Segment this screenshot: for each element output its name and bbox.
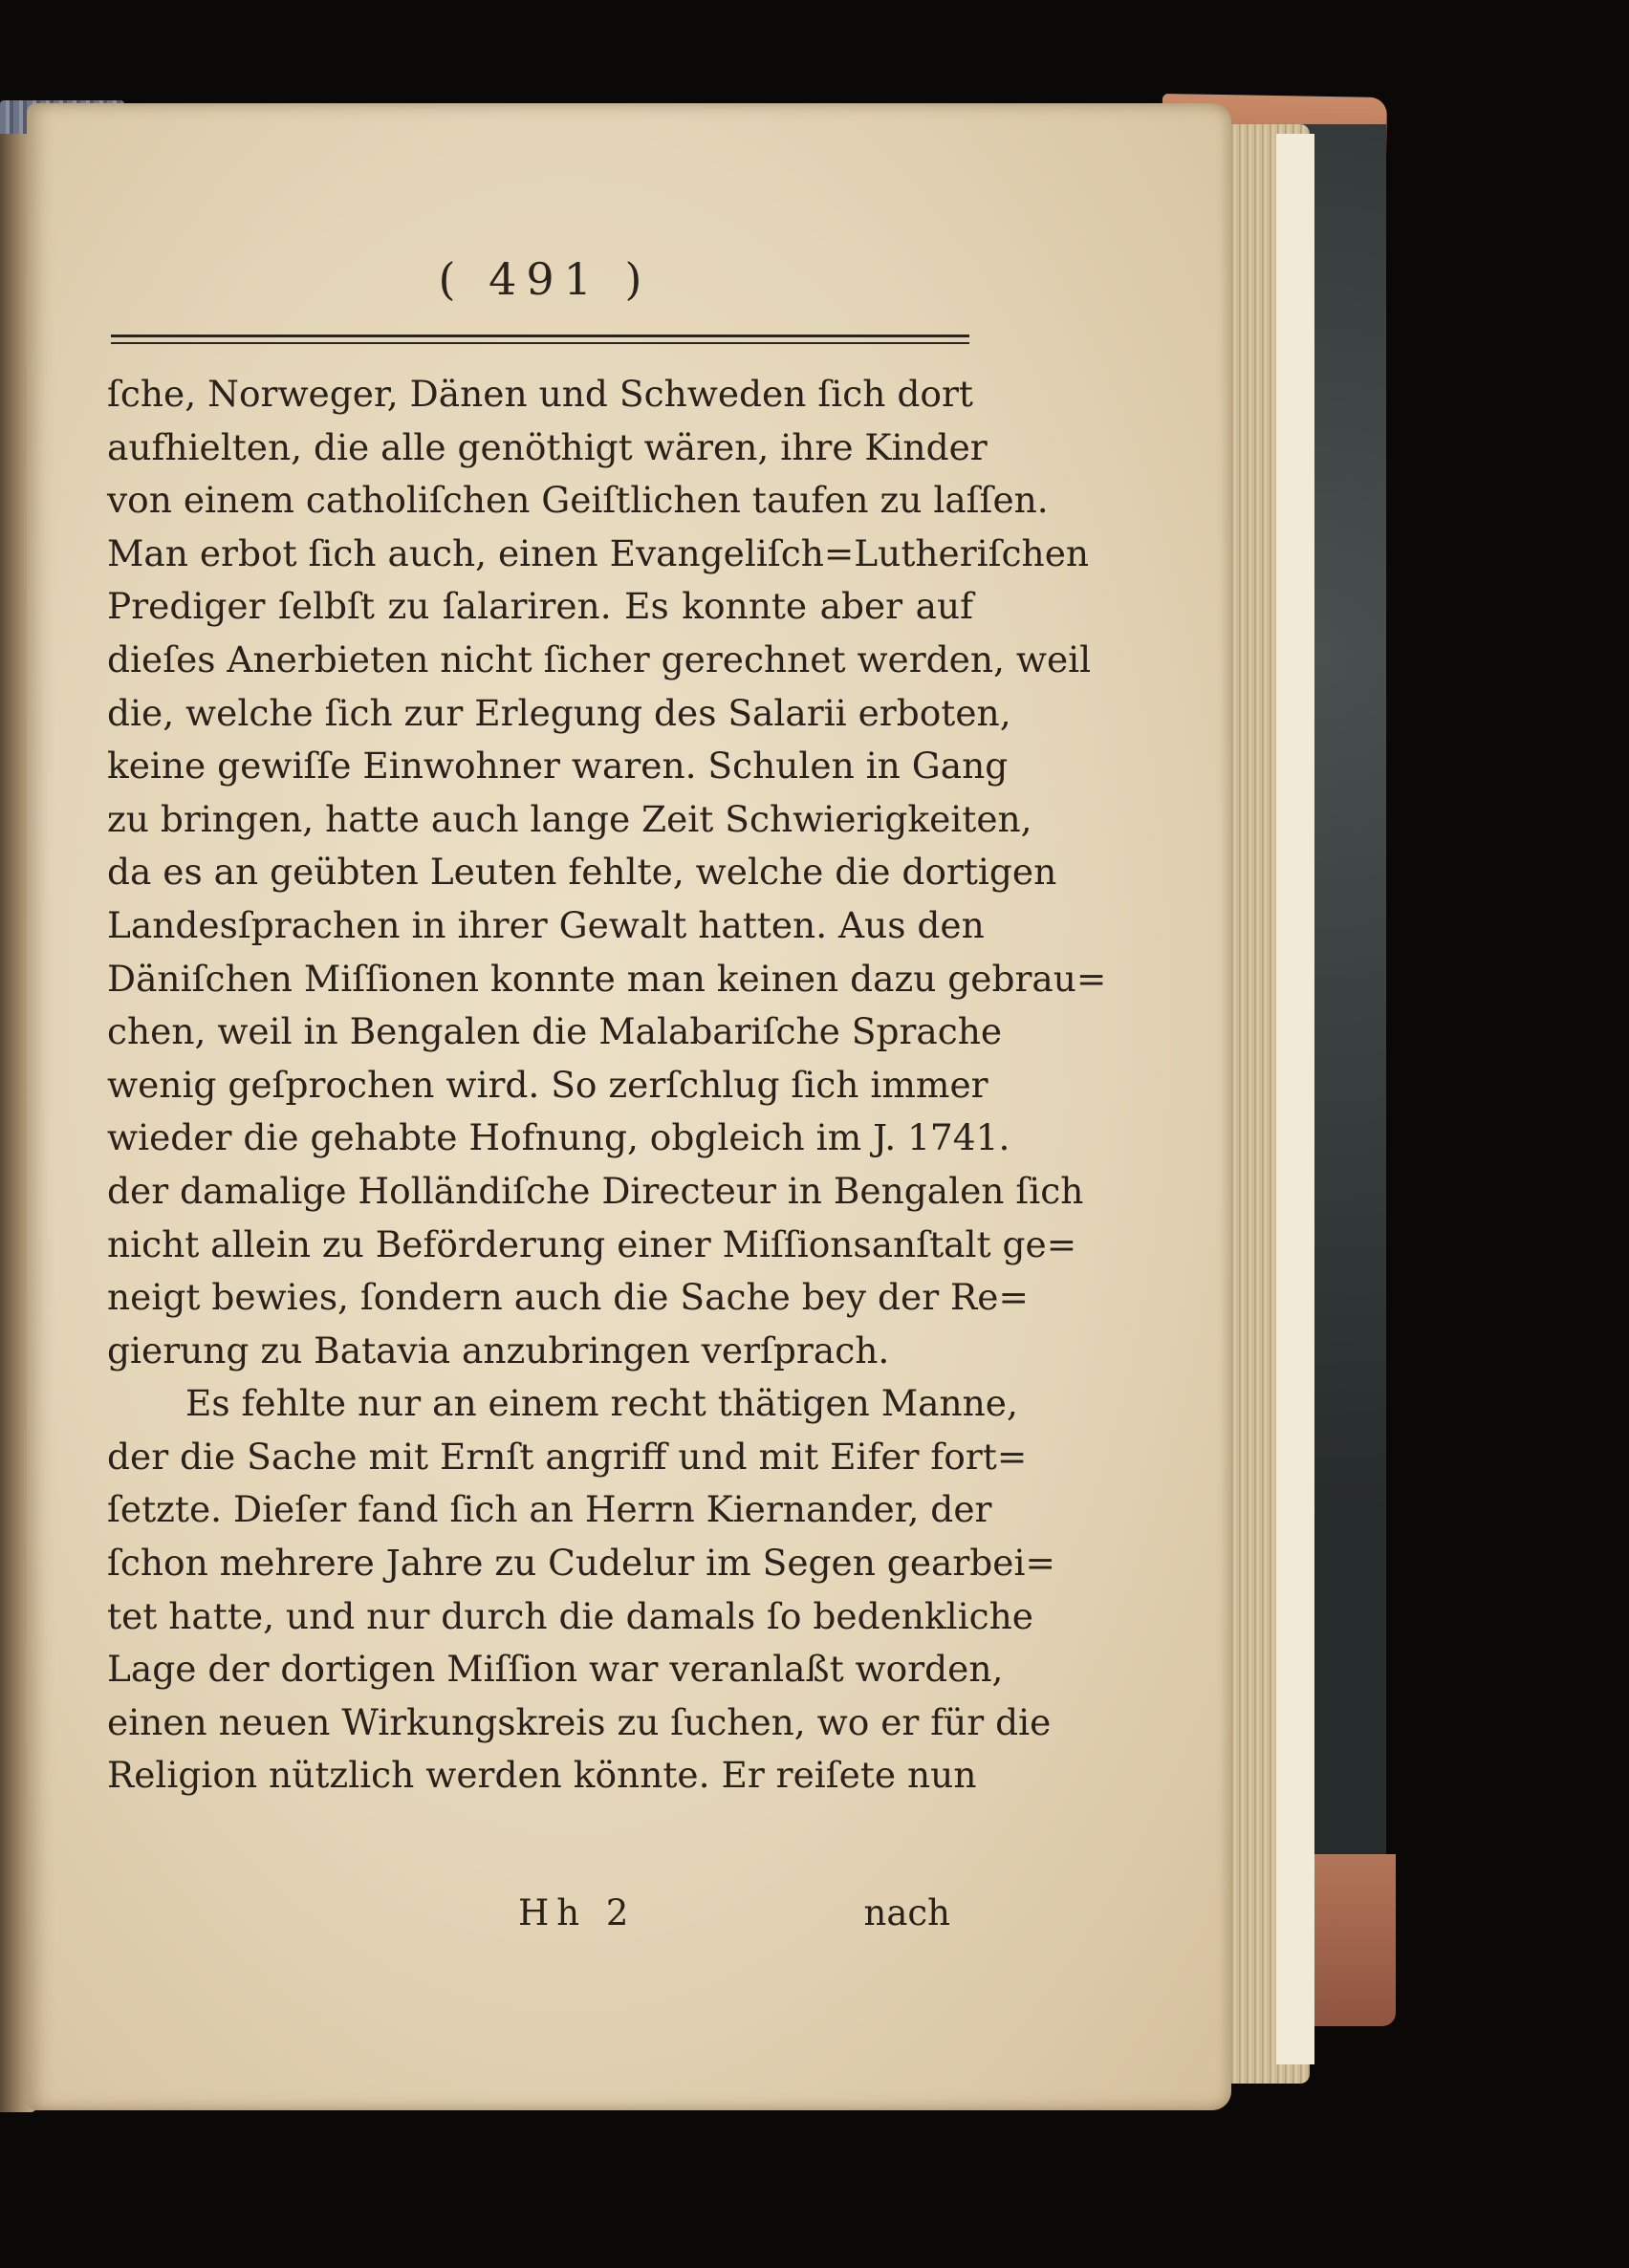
text-line: von einem catholiſchen Geiſtlichen taufen zu laſſen.	[107, 479, 1049, 522]
page-footer	[107, 1892, 973, 1950]
text-line: Lage der dortigen Miſſion war veranlaßt worden,	[107, 1648, 1004, 1691]
page-block-inner-edges	[1276, 134, 1314, 2064]
text-line: chen, weil in Bengalen die Malabariſche Sprache	[107, 1010, 1003, 1053]
text-line: einen neuen Wirkungskreis zu ſuchen, wo er für die	[107, 1700, 1052, 1743]
text-line: ſetzte. Dieſer fand ſich an Herrn Kiernander, der	[107, 1488, 992, 1531]
text-line: wieder die gehabte Hofnung, obgleich im J. 1741.	[107, 1116, 1010, 1159]
text-line: aufhielten, die alle genöthigt wären, ihre Kinder	[107, 425, 988, 468]
text-line: Es fehlte nur an einem recht thätigen Manne,	[185, 1382, 1018, 1425]
page-number: ( 491 )	[438, 253, 652, 305]
text-line: dieſes Anerbieten nicht ſicher gerechnet werden, weil	[107, 637, 1092, 680]
text-line: da es an geübten Leuten fehlte, welche die dortigen	[107, 851, 1057, 894]
text-line: gierung zu Batavia anzubringen verſprach.	[107, 1328, 890, 1372]
text-line: keine gewiſſe Einwohner waren. Schulen in Gang	[107, 745, 1009, 788]
header-rule	[111, 335, 969, 337]
text-line: Landesſprachen in ihrer Gewalt hatten. Aus den	[107, 903, 985, 946]
page-body	[107, 368, 1107, 1803]
text-line: neigt bewies, ſondern auch die Sache bey der Re=	[107, 1276, 1029, 1319]
text-line: Religion nützlich werden könnte. Er reiſete nun	[107, 1754, 977, 1797]
text-line: der damalige Holländiſche Directeur in Bengalen ſich	[107, 1169, 1084, 1212]
text-line: ſchon mehrere Jahre zu Cudelur im Segen gearbei=	[107, 1542, 1055, 1585]
text-line: zu bringen, hatte auch lange Zeit Schwierigkeiten,	[107, 797, 1032, 840]
text-line: wenig geſprochen wird. So zerſchlug ſich immer	[107, 1063, 988, 1106]
signature-mark: Hh 2	[518, 1892, 637, 1933]
text-line: nicht allein zu Beförderung einer Miſſionsanſtalt ge=	[107, 1222, 1077, 1265]
header-rule-thin	[111, 342, 969, 344]
text-line: der die Sache mit Ernſt angriff und mit Eifer fort=	[107, 1435, 1028, 1478]
text-line: Däniſchen Miſſionen konnte man keinen dazu gebrau=	[107, 957, 1107, 1000]
catchword: nach	[863, 1892, 950, 1933]
text-line: ſche, Norweger, Dänen und Schweden ſich dort	[107, 373, 973, 415]
text-line: Prediger ſelbſt zu ſalariren. Es konnte aber auf	[107, 585, 973, 628]
text-line: Man erbot ſich auch, einen Evangeliſch=Lutheriſchen	[107, 531, 1090, 574]
text-line: tet hatte, und nur durch die damals ſo bedenkliche	[107, 1594, 1033, 1637]
text-line: die, welche ſich zur Erlegung des Salarii erboten,	[107, 691, 1011, 734]
